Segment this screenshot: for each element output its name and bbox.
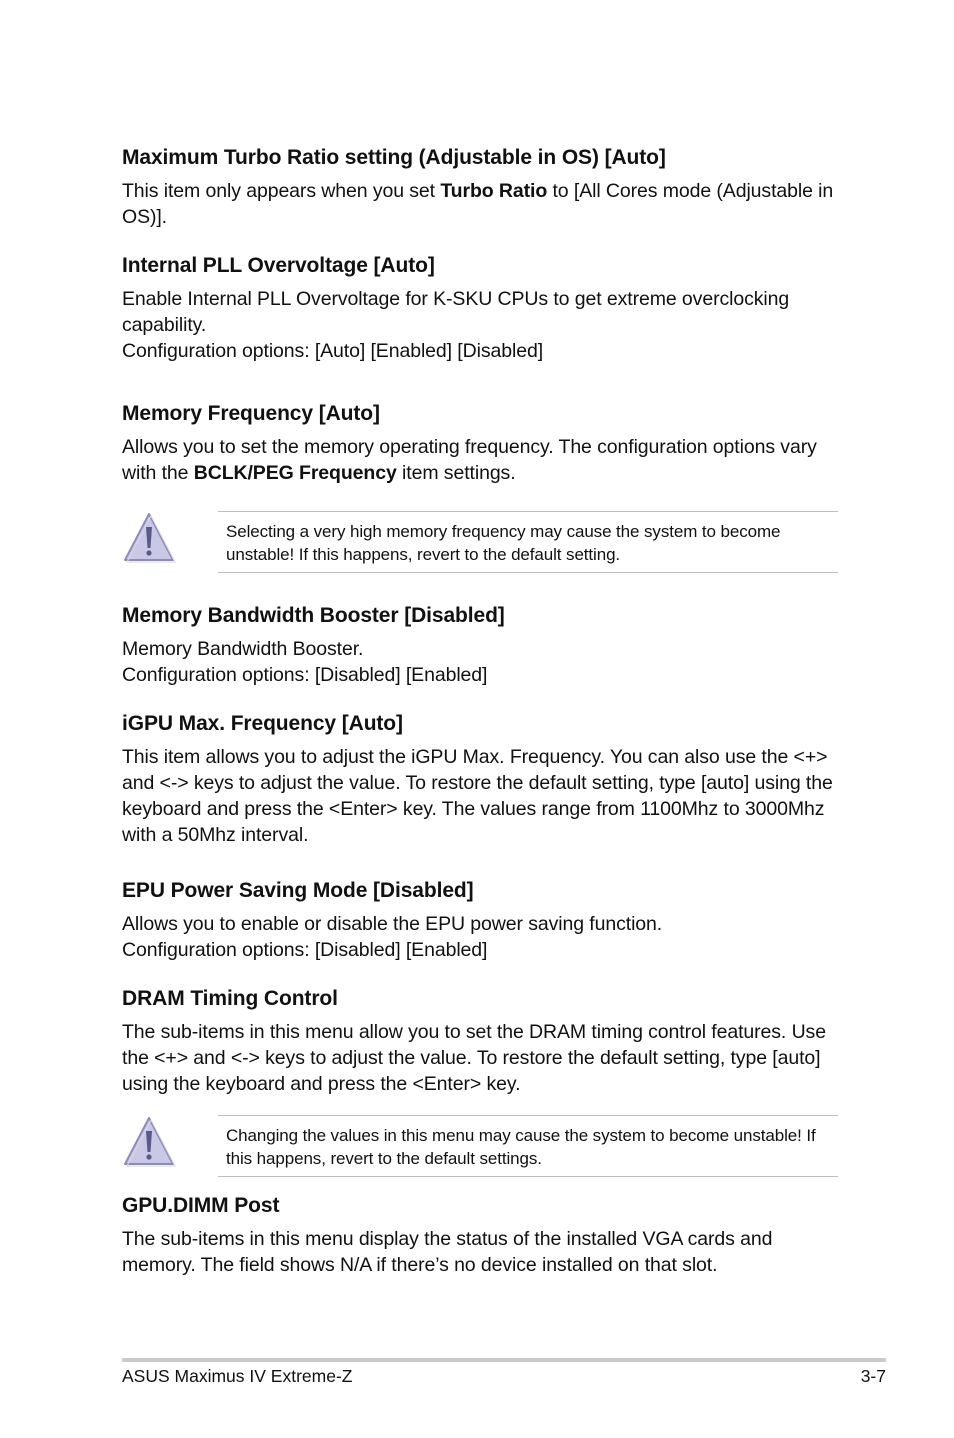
section-heading: Memory Bandwidth Booster [Disabled] [122, 604, 505, 627]
section-heading: DRAM Timing Control [122, 987, 338, 1010]
footer-rule [122, 1358, 886, 1362]
section-description: Allows you to set the memory operating frequency. The configuration options vary with the BCLK/PEG Frequency item settings. [122, 436, 817, 484]
section-gpu-dimm-post [122, 1193, 842, 1278]
warning-note [122, 1115, 838, 1179]
warning-text: Changing the values in this menu may cause the system to become unstable! If this happens, revert to the default settings. [218, 1115, 838, 1177]
section-heading: iGPU Max. Frequency [Auto] [122, 712, 403, 735]
bold-term: Turbo Ratio [440, 180, 548, 202]
section-heading: Maximum Turbo Ratio setting (Adjustable in OS) [Auto] [122, 146, 666, 169]
section-max-turbo-ratio [122, 145, 842, 230]
section-memory-bandwidth-booster [122, 603, 842, 688]
section-epu-power-saving [122, 878, 842, 963]
bold-term: BCLK/PEG Frequency [193, 462, 397, 484]
section-description: Memory Bandwidth Booster. Configuration options: [Disabled] [Enabled] [122, 638, 488, 686]
warning-triangle-icon [122, 511, 176, 563]
warning-triangle-icon [122, 1115, 176, 1167]
section-description: Enable Internal PLL Overvoltage for K-SKU CPUs to get extreme overclocking capability. Configuration options: [Auto] [Enabled] [Disabled] [122, 288, 790, 362]
section-memory-frequency [122, 401, 842, 486]
section-description: This item only appears when you set Turbo Ratio to [All Cores mode (Adjustable in OS)]. [122, 180, 834, 228]
section-heading: EPU Power Saving Mode [Disabled] [122, 879, 474, 902]
section-internal-pll [122, 253, 842, 364]
section-description: The sub-items in this menu allow you to set the DRAM timing control features. Use the <+> and <-> keys to adjust the value. To restore the default setting, type [auto] using the keyboard and press the <Enter> key. [122, 1021, 826, 1095]
section-heading: Memory Frequency [Auto] [122, 402, 380, 425]
section-heading: GPU.DIMM Post [122, 1194, 280, 1217]
section-igpu-max-frequency [122, 711, 842, 848]
page-number: 3-7 [860, 1366, 886, 1386]
section-description: The sub-items in this menu display the status of the installed VGA cards and memory. The field shows N/A if there’s no device installed on that slot. [122, 1228, 773, 1276]
section-description: This item allows you to adjust the iGPU Max. Frequency. You can also use the <+> and <-> keys to adjust the value. To restore the default setting, type [auto] using the keyboard and press the <Enter> key. The values range from 1100Mhz to 3000Mhz with a 50Mhz interval. [122, 746, 833, 846]
warning-text: Selecting a very high memory frequency may cause the system to become unstable! If this happens, revert to the default setting. [218, 511, 838, 573]
warning-note [122, 511, 838, 575]
section-dram-timing-control [122, 986, 842, 1097]
section-heading: Internal PLL Overvoltage [Auto] [122, 254, 435, 277]
section-description: Allows you to enable or disable the EPU power saving function. Configuration options: [Disabled] [Enabled] [122, 913, 663, 961]
footer-product-name: ASUS Maximus IV Extreme-Z [122, 1366, 353, 1386]
